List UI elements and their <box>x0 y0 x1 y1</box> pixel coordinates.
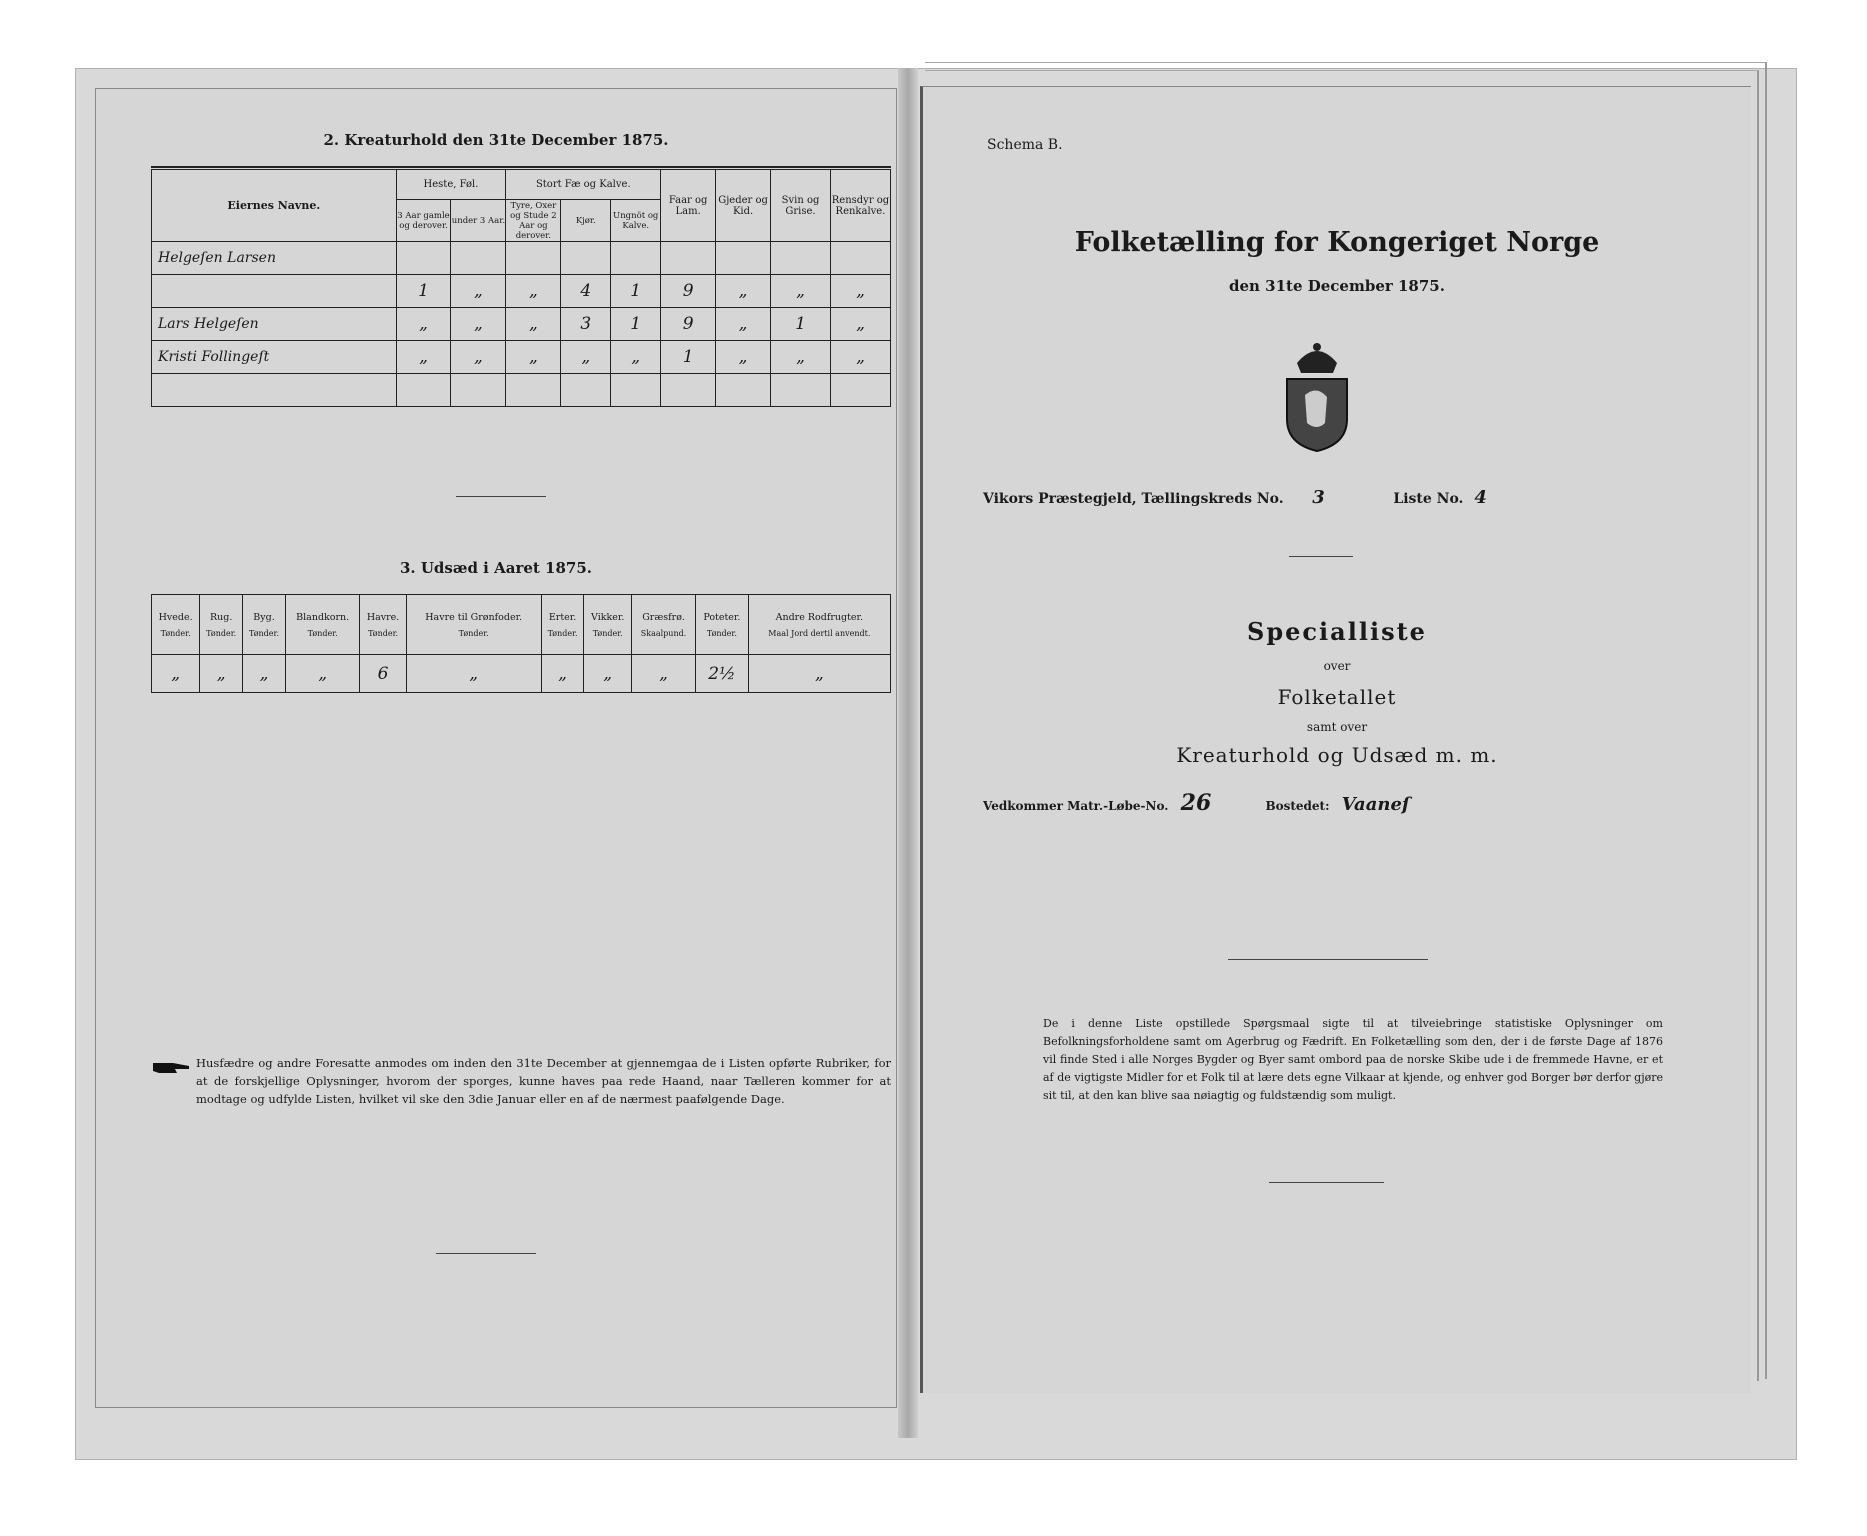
count-cell: „ <box>716 341 771 374</box>
bostedet-value: Vaaneſ <box>1341 794 1410 815</box>
count-cell <box>771 374 831 407</box>
count-cell <box>716 242 771 275</box>
header-kjor: Kjør. <box>561 200 611 242</box>
count-cell <box>561 374 611 407</box>
count-cell: „ <box>396 341 451 374</box>
seed-crop-label: Rug. <box>210 611 233 623</box>
seed-header-cell <box>748 595 890 655</box>
seed-unit-label: Tønder. <box>706 628 737 638</box>
count-cell: „ <box>716 275 771 308</box>
seed-value-cell: „ <box>584 655 631 693</box>
count-cell: „ <box>830 275 890 308</box>
section3-title: 3. Udsæd i Aaret 1875. <box>399 559 593 577</box>
kreaturhold-heading: Kreaturhold og Udsæd m. m. <box>1176 743 1498 767</box>
seed-value-cell: 2½ <box>696 655 749 693</box>
count-cell: „ <box>830 308 890 341</box>
seed-value-cell: „ <box>541 655 584 693</box>
seed-value-cell: „ <box>406 655 541 693</box>
seed-table <box>151 594 891 693</box>
count-cell: „ <box>451 341 506 374</box>
specialliste-heading: Specialliste <box>1247 617 1427 646</box>
seed-unit-label: Tønder. <box>368 628 399 638</box>
header-gjeder: Gjeder og Kid. <box>716 170 771 242</box>
header-ungnot: Ungnöt og Kalve. <box>611 200 661 242</box>
seed-unit-label: Tønder. <box>307 628 338 638</box>
seed-value-cell: „ <box>243 655 286 693</box>
seed-crop-label: Havre til Grønfoder. <box>425 611 523 623</box>
count-cell <box>771 242 831 275</box>
count-cell <box>506 242 561 275</box>
book-spine <box>898 68 918 1438</box>
count-cell <box>396 242 451 275</box>
seed-unit-label: Tønder. <box>547 628 578 638</box>
date-line: den 31te December 1875. <box>1229 277 1445 295</box>
left-page <box>95 88 897 1408</box>
seed-header-cell <box>360 595 406 655</box>
header-heste: Heste, Føl. <box>396 170 506 200</box>
bottom-divider <box>436 1253 536 1254</box>
header-owner-name: Eiernes Navne. <box>152 170 397 242</box>
table-row <box>152 242 891 275</box>
divider-short <box>456 496 546 497</box>
divider-3 <box>1269 1182 1384 1183</box>
samt-over-text: samt over <box>1306 720 1368 734</box>
left-notice: Husfædre og andre Foresatte anmodes om inden den 31te December at gjennemgaa de i Listen opførte Rubriker, for at de forskjellige Oplysninger, hvorom der sporges, kunne haves paa rede Haand, naar Tælleren kommer for at modtage og udfylde Listen, hvilket vil ske den 3die Januar eller en af de nærmest paafølgende Dage. <box>196 1056 891 1106</box>
count-cell: „ <box>506 341 561 374</box>
seed-value-cell: „ <box>748 655 890 693</box>
count-cell <box>451 242 506 275</box>
liste-number: 4 <box>1474 487 1487 508</box>
header-rensdyr: Rensdyr og Renkalve. <box>830 170 890 242</box>
seed-header-cell <box>696 595 749 655</box>
count-cell: „ <box>506 275 561 308</box>
seed-header-cell <box>584 595 631 655</box>
count-cell: „ <box>716 308 771 341</box>
bostedet-label: Bostedet: <box>1265 799 1330 813</box>
count-cell: 9 <box>661 275 716 308</box>
seed-value-cell: 6 <box>360 655 406 693</box>
count-cell <box>661 242 716 275</box>
count-cell: 1 <box>611 275 661 308</box>
seed-value-cell: „ <box>631 655 695 693</box>
table-row <box>152 374 891 407</box>
seed-unit-label: Tønder. <box>592 628 623 638</box>
table-row <box>152 341 891 374</box>
header-faar: Faar og Lam. <box>661 170 716 242</box>
count-cell: „ <box>611 341 661 374</box>
count-cell <box>661 374 716 407</box>
count-cell: „ <box>451 275 506 308</box>
district-number: 3 <box>1312 487 1325 508</box>
seed-value-cell: „ <box>152 655 200 693</box>
count-cell <box>830 242 890 275</box>
header-svin: Svin og Grise. <box>771 170 831 242</box>
seed-crop-label: Havre. <box>366 611 400 623</box>
count-cell: 1 <box>661 341 716 374</box>
count-cell <box>716 374 771 407</box>
coat-of-arms-emblem <box>1281 339 1353 454</box>
seed-crop-label: Blandkorn. <box>296 611 350 623</box>
pointing-hand-icon <box>151 1059 191 1077</box>
seed-header-cell <box>285 595 360 655</box>
count-cell: „ <box>506 308 561 341</box>
header-stort-fae: Stort Fæ og Kalve. <box>506 170 661 200</box>
seed-value-cell: „ <box>285 655 360 693</box>
count-cell <box>611 242 661 275</box>
seed-unit-label: Tønder. <box>160 628 191 638</box>
livestock-table <box>151 169 891 407</box>
seed-crop-label: Græsfrø. <box>642 611 685 623</box>
right-page <box>920 86 1751 1393</box>
matr-label: Vedkommer Matr.-Løbe-No. <box>983 799 1169 813</box>
seed-crop-label: Poteter. <box>703 611 741 623</box>
district-line <box>983 487 1743 508</box>
count-cell: „ <box>771 341 831 374</box>
owner-name-cell <box>152 275 397 308</box>
count-cell <box>396 374 451 407</box>
seed-header-cell <box>631 595 695 655</box>
owner-name-cell: Helgeſen Larsen <box>152 242 397 275</box>
count-cell: 9 <box>661 308 716 341</box>
count-cell: „ <box>561 341 611 374</box>
owner-name-cell: Lars Helgeſen <box>152 308 397 341</box>
count-cell <box>506 374 561 407</box>
seed-value-cell: „ <box>200 655 243 693</box>
right-notice: De i denne Liste opstillede Spørgsmaal sigte til at tilveiebringe statistiske Oplysninger om Befolkningsforholdene samt om Agerbrug og Fædrift. En Folketælling som den, der i de første Dage af 1876 vil finde Sted i alle Norges Bygder og Byer samt ombord paa de norske Skibe ude i de fremmede Havne, er et af de vigtigste Midler for et Folk til at lære dets egne Vilkaar at kjende, og enhver god Borger bør derfor gjøre sit til, at den kan blive saa nøiagtig og fuldstændig som muligt. <box>1043 1017 1663 1102</box>
seed-header-cell <box>406 595 541 655</box>
liste-label: Liste No. <box>1393 491 1464 507</box>
seed-crop-label: Erter. <box>548 611 577 623</box>
seed-unit-label: Tønder. <box>458 628 489 638</box>
count-cell: „ <box>771 275 831 308</box>
count-cell: „ <box>830 341 890 374</box>
seed-header-cell <box>243 595 286 655</box>
table-row <box>152 308 891 341</box>
folketallet-heading: Folketallet <box>1277 685 1397 709</box>
header-heste-young: under 3 Aar. <box>451 200 506 242</box>
seed-unit-label: Maal Jord dertil anvendt. <box>768 628 871 638</box>
count-cell: 3 <box>561 308 611 341</box>
seed-crop-label: Byg. <box>253 611 275 623</box>
count-cell: „ <box>396 308 451 341</box>
matr-line <box>983 790 1743 816</box>
count-cell <box>451 374 506 407</box>
owner-name-cell <box>152 374 397 407</box>
divider-2 <box>1228 959 1428 960</box>
seed-crop-label: Hvede. <box>158 611 193 623</box>
table-row <box>152 275 891 308</box>
schema-label: Schema B. <box>987 137 1063 153</box>
count-cell: 1 <box>771 308 831 341</box>
seed-unit-label: Tønder. <box>206 628 237 638</box>
owner-name-cell: Kristi Follingeſt <box>152 341 397 374</box>
top-rule <box>151 166 891 168</box>
seed-header-cell <box>200 595 243 655</box>
section2-title: 2. Kreaturhold den 31te December 1875. <box>323 131 669 149</box>
count-cell: 4 <box>561 275 611 308</box>
seed-unit-label: Skaalpund. <box>640 628 687 638</box>
header-tyre: Tyre, Oxer og Stude 2 Aar og derover. <box>506 200 561 242</box>
count-cell: 1 <box>396 275 451 308</box>
matr-number: 26 <box>1180 790 1212 816</box>
seed-crop-label: Andre Rodfrugter. <box>775 611 864 623</box>
over-text: over <box>1323 659 1351 673</box>
count-cell <box>611 374 661 407</box>
divider-1 <box>1289 556 1353 557</box>
count-cell <box>830 374 890 407</box>
district-label: Vikors Præstegjeld, Tællingskreds No. <box>983 491 1284 507</box>
main-title: Folketælling for Kongeriget Norge <box>1074 227 1600 258</box>
count-cell: 1 <box>611 308 661 341</box>
seed-header-cell <box>152 595 200 655</box>
seed-unit-label: Tønder. <box>248 628 280 638</box>
seed-header-cell <box>541 595 584 655</box>
seed-crop-label: Vikker. <box>591 611 625 623</box>
count-cell: „ <box>451 308 506 341</box>
count-cell <box>561 242 611 275</box>
header-heste-old: 3 Aar gamle og derover. <box>396 200 451 242</box>
